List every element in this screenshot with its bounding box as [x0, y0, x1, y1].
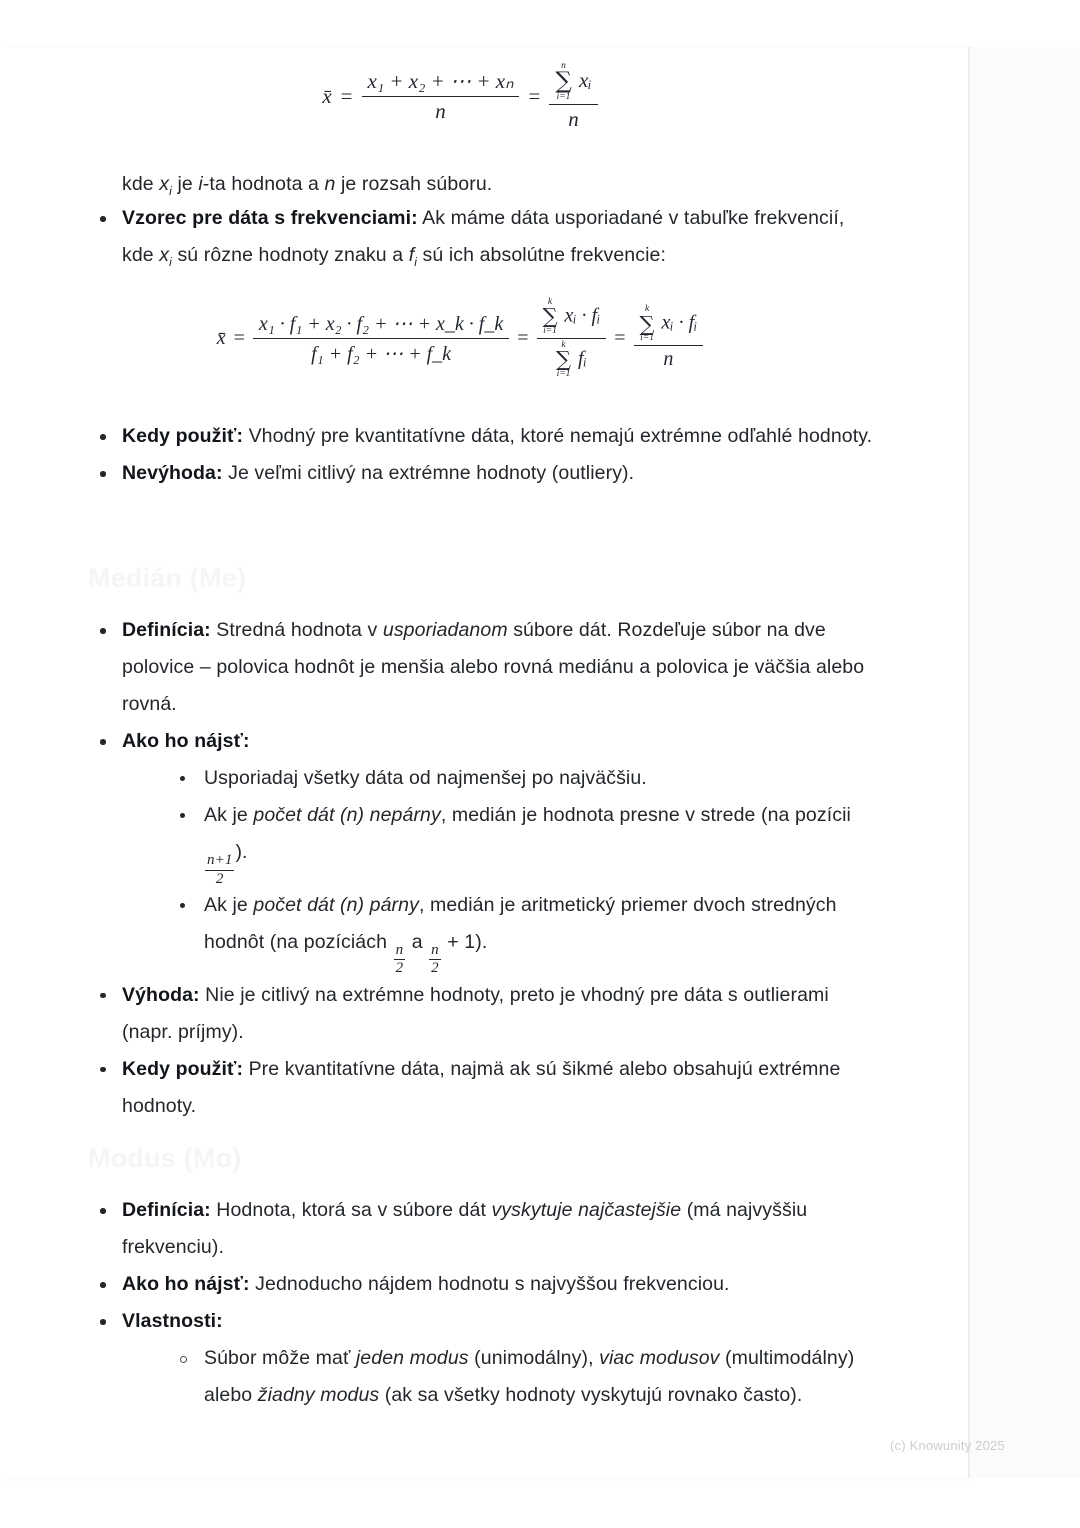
- sum-lower-limit: i=1: [556, 368, 571, 379]
- bullet-lead-label: Definícia:: [122, 619, 211, 641]
- median-sub-bullet-list: [172, 760, 880, 977]
- bullet-body-text: Vhodný pre kvantitatívne dáta, ktoré nemajú extrémne odľahlé hodnoty.: [243, 425, 873, 447]
- formula-mean-lhs: x̄: [322, 84, 332, 109]
- inline-fraction-n-plus-1-over-2: [205, 853, 234, 887]
- bullet-lead-label: Kedy použiť:: [122, 1057, 244, 1080]
- fraction-numerator: n+1: [205, 853, 234, 870]
- formula-mean-denominator-2: n: [568, 106, 579, 131]
- sum-lower-limit: i=1: [543, 325, 557, 336]
- sub-list-item-modus-pocet: [172, 1340, 880, 1414]
- bullet-lead-label: Výhoda:: [122, 983, 200, 1006]
- formula-mean-fraction-1: [362, 69, 520, 124]
- sub-bullet-text-3: ).: [235, 841, 248, 863]
- fraction-numerator: n: [429, 943, 441, 960]
- sub-bullet-text-3: + 1).: [441, 930, 488, 953]
- formula-mean-equals-2: =: [528, 84, 541, 109]
- sub-bullet-text-3: (multimodálny) alebo: [204, 1347, 855, 1406]
- bullet-lead-label: Ako ho nájsť:: [122, 730, 250, 752]
- sub-bullet-emphasis: počet dát (n) párny: [253, 893, 419, 916]
- sum-lower-limit: i=1: [640, 333, 654, 344]
- sub-bullet-emphasis-1: jeden modus: [355, 1347, 469, 1369]
- sum-upper-limit: k: [644, 304, 650, 315]
- sub-list-item-usporiadaj: [172, 760, 880, 797]
- formula-weighted-denominator-1: f₁ + f₂ + ⋯ + f_k: [311, 342, 452, 365]
- formula-mean-denominator-1: n: [435, 99, 446, 124]
- formula-mean-fraction-2: [549, 62, 597, 132]
- sum-upper-limit: k: [561, 339, 566, 350]
- bullet-lead-label: Kedy použiť:: [122, 425, 244, 447]
- bullet-text-2: (má najvyššiu frekvenciu).: [122, 1199, 808, 1258]
- bullet-var-x-sub: i: [169, 254, 172, 269]
- formula-weighted-lhs: x̄: [216, 326, 226, 349]
- fraction-denominator: 2: [215, 870, 224, 887]
- sum-upper-limit: k: [547, 297, 553, 307]
- list-item-vyhoda-median: [90, 977, 880, 1051]
- sum-body-num: xᵢ · fᵢ: [564, 304, 601, 327]
- kde-var-n: n: [324, 173, 336, 195]
- bullet-lead-label: Ako ho nájsť:: [122, 1273, 250, 1295]
- sub-bullet-text-2: , medián je hodnota presne v strede (na pozícii: [440, 804, 851, 826]
- bullet-text-2: súbore dát. Rozdeľuje súbor na dve polovice – polovica hodnôt je menšia alebo rovná mediánu a polovica je väčšia alebo rovná.: [122, 619, 865, 715]
- bullet-lead-label: Definícia:: [122, 1199, 211, 1221]
- formula-weighted-equals-3: =: [614, 326, 626, 349]
- bullet-body-text: Jednoducho nájdem hodnotu s najvyššou frekvenciou.: [249, 1273, 730, 1295]
- bullet-var-f: f: [408, 244, 415, 266]
- bullet-var-f-sub: i: [414, 254, 418, 269]
- formula-weighted-numerator-1: x₁ · f₁ + x₂ · f₂ + ⋯ + x_k · f_k: [253, 311, 509, 339]
- section-heading-modus: Modus (Mo): [88, 1143, 242, 1173]
- list-item-vzorec-frekvencie: [90, 200, 880, 281]
- bullet-text-1: Hodnota, ktorá sa v súbore dát: [210, 1199, 492, 1221]
- list-item-nevyhoda: [90, 455, 880, 492]
- sigma-icon: ∑: [639, 311, 655, 336]
- sigma-icon: ∑: [556, 346, 572, 371]
- fraction-denominator: 2: [395, 960, 404, 977]
- copyright-watermark: (c) Knowunity 2025: [890, 1438, 1005, 1453]
- bullet-body-text: Nie je citlivý na extrémne hodnoty, preto je vhodný pre dáta s outlierami (napr. príjmy).: [122, 983, 829, 1043]
- sum-lower-limit: i=1: [556, 91, 571, 102]
- sum-body-den: fᵢ: [578, 347, 587, 370]
- sub-bullet-text-2: , medián je aritmetický priemer dvoch stredných hodnôt (na pozíciách: [204, 893, 837, 953]
- kde-text-4: je rozsah súboru.: [335, 173, 493, 195]
- sigma-icon: ∑: [555, 68, 572, 95]
- mean-bullet-list-bottom: [90, 418, 880, 492]
- summation-symbol-den: [556, 341, 571, 379]
- sub-bullet-text-1: Ak je: [204, 804, 254, 826]
- formula-weighted-numerator-3: [634, 305, 704, 346]
- formula-weighted-fraction-3: [634, 305, 704, 371]
- fraction-denominator: 2: [431, 960, 439, 977]
- section-heading-median: Medián (Me): [88, 563, 247, 593]
- modus-bullet-list: [90, 1192, 880, 1414]
- list-item-definicia-median: [90, 612, 880, 723]
- sum-upper-limit: n: [561, 61, 566, 71]
- page-right-gutter: [969, 47, 1080, 1478]
- bullet-var-x: x: [159, 244, 170, 266]
- bullet-emphasis: usporiadanom: [382, 619, 508, 641]
- bullet-lead-label: Vzorec pre dáta s frekvenciami:: [122, 207, 418, 229]
- formula-weighted-mean: [0, 298, 920, 379]
- kde-text-3: -ta hodnota a: [202, 173, 325, 195]
- bullet-emphasis: vyskytuje najčastejšie: [491, 1199, 682, 1221]
- formula-arithmetic-mean: [0, 62, 920, 132]
- inline-fraction-n-over-2-second: [429, 943, 441, 977]
- bullet-lead-label: Vlastnosti:: [122, 1310, 223, 1332]
- formula-mean-numerator-2: [549, 62, 597, 105]
- list-item-vlastnosti-modus: [90, 1303, 880, 1414]
- sub-bullet-text-1: Súbor môže mať: [204, 1347, 356, 1369]
- sub-bullet-text: Usporiadaj všetky dáta od najmenšej po najväčšiu.: [204, 767, 647, 789]
- list-item-kedy-pouzit: [90, 418, 880, 455]
- bullet-text-3: sú ich absolútne frekvencie:: [417, 244, 666, 266]
- sub-list-item-neparny: [172, 797, 880, 887]
- summation-symbol-num: [543, 298, 558, 336]
- modus-sub-bullet-list: [172, 1340, 880, 1414]
- list-item-definicia-modus: [90, 1192, 880, 1266]
- sum-body-num-3: xᵢ · fᵢ: [661, 312, 698, 335]
- bullet-body-text: Je veľmi citlivý na extrémne hodnoty (outliery).: [222, 462, 635, 484]
- sub-bullet-emphasis-2: viac modusov: [599, 1347, 720, 1369]
- sigma-icon: ∑: [542, 304, 558, 329]
- inline-fraction-n-over-2-first: [394, 943, 406, 977]
- bullet-text-2: sú rôzne hodnoty znaku a: [171, 244, 409, 266]
- summation-symbol: [555, 62, 571, 102]
- formula-weighted-numerator-2: [537, 298, 607, 339]
- mean-bullet-list-top: [90, 200, 880, 281]
- formula-mean-numerator-1: x₁ + x₂ + ⋯ + xₙ: [362, 69, 520, 97]
- bullet-body-text: Pre kvantitatívne dáta, najmä ak sú šikmé alebo obsahujú extrémne hodnoty.: [122, 1057, 841, 1117]
- bullet-text-1: Stredná hodnota v: [210, 619, 383, 641]
- bullet-text-1: Ak máme dáta usporiadané v tabuľke frekvencií, kde: [122, 207, 845, 266]
- formula-weighted-denominator-2: [550, 339, 593, 379]
- kde-var-i: i: [198, 173, 203, 195]
- sub-bullet-conjunction: a: [406, 930, 429, 953]
- formula-weighted-equals-2: =: [517, 326, 529, 349]
- sub-bullet-emphasis-3: žiadny modus: [257, 1384, 380, 1406]
- formula-weighted-fraction-1: [253, 311, 509, 366]
- kde-text-2: je: [171, 173, 199, 195]
- formula-weighted-equals-1: =: [233, 326, 245, 349]
- sub-list-item-parny: [172, 887, 880, 977]
- kde-text-1: kde: [122, 173, 160, 195]
- list-item-ako-ho-najst-median: [90, 723, 880, 977]
- kde-var-x-sub: i: [169, 183, 172, 198]
- list-item-kedy-pouzit-median: [90, 1051, 880, 1125]
- formula-weighted-fraction-2: [537, 298, 607, 379]
- summation-symbol-num-3: [640, 305, 655, 343]
- sub-bullet-text-4: (ak sa všetky hodnoty vyskytujú rovnako často).: [379, 1384, 803, 1406]
- sub-bullet-text-2: (unimodálny),: [468, 1347, 600, 1369]
- formula-mean-equals-1: =: [340, 84, 353, 109]
- kde-var-x: x: [159, 173, 170, 195]
- bullet-lead-label: Nevýhoda:: [122, 462, 223, 484]
- median-bullet-list: [90, 612, 880, 1125]
- sub-bullet-text-1: Ak je: [204, 893, 254, 916]
- formula-weighted-denominator-3: n: [663, 348, 674, 371]
- sub-bullet-emphasis: počet dát (n) nepárny: [253, 804, 441, 826]
- sum-body: xᵢ: [578, 67, 592, 92]
- list-item-ako-ho-najst-modus: [90, 1266, 880, 1303]
- fraction-numerator: n: [394, 943, 406, 960]
